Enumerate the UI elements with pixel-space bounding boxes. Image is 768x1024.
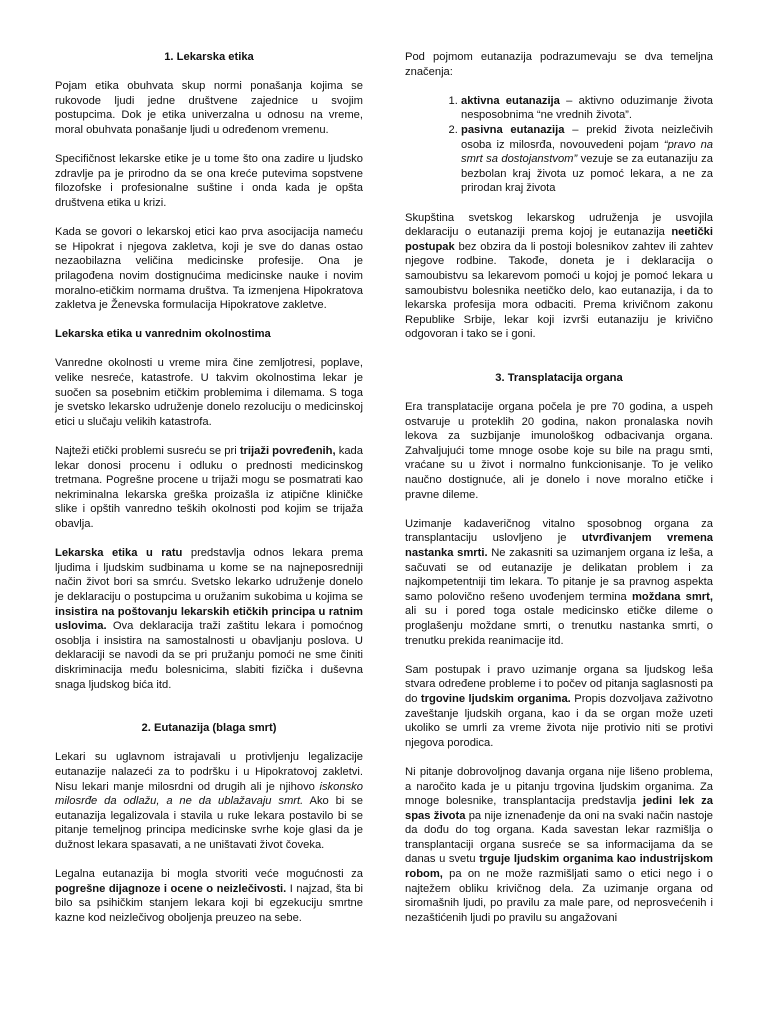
paragraph bbox=[55, 750, 363, 852]
paragraph: Era transplatacije organa počela je pre 70 godina, a uspeh ostvaruje u proteklih 20 godina, nakon pronalaska novih lekova za suzbijanje imunološkog odbacivanja organa. Zahvaljujući tome mnoge osobe koje su bile na pragu smti, vraćane su u život i normalno funkcionisanje. To je veliko naučno dostignuće, ali je donelo i nove moralno etičke i pravne dileme. bbox=[405, 401, 713, 501]
text-run: I najzad, šta bi bilo sa psihičkim stanjem lekara koji bi egzekuciju smrtne kazne kod neizlečivog oboljenja preuzeo na sebe. bbox=[55, 882, 363, 924]
euthanasia-types-list bbox=[405, 94, 713, 196]
list-item bbox=[461, 94, 713, 123]
text-run: Najteži etički problemi susreću se pri bbox=[55, 445, 240, 458]
bold-text: aktivna eutanazija bbox=[461, 94, 560, 107]
bold-text: insistira na poštovanju lekarskih etičkih principa u ratnim uslovima. bbox=[55, 605, 363, 633]
section-heading-eutanazija: 2. Eutanazija (blaga smrt) bbox=[141, 722, 277, 735]
right-column bbox=[405, 50, 713, 940]
list-item bbox=[461, 123, 713, 196]
paragraph bbox=[405, 517, 713, 648]
text-run: Lekari su uglavnom istrajavali u protivljenju legalizacije eutanazije nalazeći za to podršku i u Hipokratovoj zakletvi. Nisu lekari manje milosrdni od drugih ali je njihovo bbox=[55, 751, 363, 793]
paragraph bbox=[405, 211, 713, 342]
left-column bbox=[55, 50, 363, 940]
text-run: Sam postupak i pravo uzimanje organa sa ljudskog leša stvara određene probleme i to počev od pitanja saglasnosti pa do bbox=[405, 663, 713, 705]
bold-text: jedini lek za spas života bbox=[405, 795, 713, 822]
subheading-vanredne-okolnosti: Lekarska etika u vanrednim okolnostima bbox=[55, 328, 271, 341]
text-run: pa nije iznenađenje da oni na svaki način nastoje da dođu do tog organa. Kada savestan lekar razmišlja o transplantaciji organa susreće se sa informacijama da se danas u svetu bbox=[405, 809, 713, 866]
paragraph bbox=[55, 444, 363, 532]
text-run: pa on ne može razmišljati samo o etici nego i o najtežem obliku krivičnog dela. Za uzimanje organa od siromašnih ljudi, po pravilu za male pare, od neprosvećenih i nezaštićenih ljudi po pravilu su angažovani bbox=[405, 868, 713, 924]
text-run: Propis dozvoljava zaživotno zaveštanje ljudskih organa, kao i da se organ može uzeti ukoliko se umrli za vreme života nije protivio niti se protivi njegova porodica. bbox=[405, 692, 713, 749]
text-run: Skupština svetskog lekarskog udruženja je usvojila deklaraciju o eutanaziji prema kojoj je eutanazija bbox=[405, 211, 713, 239]
bold-text: pasivna eutanazija bbox=[461, 123, 565, 136]
paragraph bbox=[55, 546, 363, 692]
text-run: Ni pitanje dobrovoljnog davanja organa nije lišeno problema, a naročito kada je u pitanju trgovina ljudskim organima. Za mnoge bolesnike, transplantacija predstavlja bbox=[405, 765, 713, 808]
text-run: kada lekar donosi procenu i odluku o prednosti medicinskog tretmana. Pogrešne procene u trijaži mogu se posmatrati kao nekriminalna lekarska greška proizašla iz atipične kliničke slike i opštih vanredno teških okolnosti pod kojim se trijaža obavlja. bbox=[55, 445, 363, 530]
text-run: bez obzira da li postoji bolesnikov zahtev ili zahtev njegove rodbine. Takođe, doneta je i deklaracija o samoubistvu sa lekarevom pomoći u kojoj je pomoć lekara u samoubistvu bolesnika neetičko delo, kao eutanazija, i da to lekarska profesija mora odbaciti. Prema krivičnom zakonu Republike Srbije, lekar koji izvrši eutanaziju je krivično odgovoran i tako se i goni. bbox=[405, 240, 713, 341]
bold-text: trijaži povređenih, bbox=[239, 445, 336, 458]
italic-text: iskonsko milosrđe da odlažu, a ne da ublažavaju smrt. bbox=[55, 780, 363, 808]
paragraph: Pod pojmom eutanazija podrazumevaju se dva temeljna značenja: bbox=[405, 51, 713, 78]
section-heading-lekarska-etika: 1. Lekarska etika bbox=[164, 51, 254, 63]
text-run: Ako bi se eutanazija legalizovala i stavila u ruke lekara postavilo bi se pitanje temeljnog principa medicinske svrhe koje glasi da je dužnost lekara spasavati, a ne uništavati život čoveka. bbox=[55, 795, 363, 851]
italic-text: “pravo na smrt sa dostojanstvom” bbox=[461, 138, 714, 166]
bold-text: neetički postupak bbox=[405, 226, 713, 253]
bold-text: utvrđivanjem vremena nastanka smrti. bbox=[405, 532, 713, 559]
text-run: – prekid života neizlečivih osoba iz milosrđa, novouvedeni pojam bbox=[461, 123, 713, 151]
text-run: ali su i pored toga ostale medicinsko etičke dileme o proglašenju moždane smrti, o trenutku nastanka smrti, o trenutku prekida reanimacije itd. bbox=[405, 605, 713, 647]
paragraph bbox=[405, 663, 713, 751]
paragraph: Kada se govori o lekarskoj etici kao prva asocijacija nameću se Hipokrat i njegova zakletva, koji je sve do danas ostao nezaobilazna veličina medicinske profesije. Ona je prilagođena novim dostignućima medicinske nauke i novim moralno-etičkim normama društva. Ta izmenjena Hipokratova zakletva je Ženevska formulacija Hipokratove zakletve. bbox=[55, 226, 363, 312]
bold-text: Lekarska etika u ratu bbox=[55, 547, 183, 560]
text-run: – aktivno oduzimanje života nesposobnima “ne vrednih života”. bbox=[461, 94, 713, 122]
bold-text: moždana smrt, bbox=[631, 590, 713, 603]
paragraph bbox=[55, 867, 363, 925]
text-run: predstavlja odnos lekara prema ljudima i ljudskim sudbinama u kome se na najneposredniji način život bori sa smrću. Svetsko lekarko udruženje donelo je deklaraciju o postupcima u oružanim sukobima u kojima se bbox=[55, 547, 364, 603]
text-run: vezuje se za eutanaziju za bezbolan kraj života uz pomoć lekara, a ne za prirodan kraj života bbox=[461, 153, 713, 195]
text-run: Ova deklaracija traži zaštitu lekara i pomoćnog osoblja i insistira na samostalnosti u obavljanju poslova. U deklaraciji se navodi da se pri pružanju pomoći ne sme činiti diskriminacija među bolesnicima, slabiti fizička i duševna snaga ljudskog bića itd. bbox=[55, 620, 363, 691]
paragraph: Pojam etika obuhvata skup normi ponašanja kojima se rukovode ljudi jedne društvene zajednice u svojim postupcima. Dok je etika univerzalna u odnosu na vreme, moral obuhvata ponašanje ljudi u određenom vremenu. bbox=[55, 80, 363, 136]
paragraph bbox=[405, 765, 713, 926]
text-run: Legalna eutanazija bi mogla stvoriti veće mogućnosti za bbox=[55, 868, 363, 881]
paragraph: Vanredne okolnosti u vreme mira čine zemljotresi, poplave, velike nesreće, katastrofe. U takvim okolnostima lekar je suočen sa posebnim etičkim problemima i dilemama. S toga je svetsko lekarsko udruženje donelo rezoluciju o medicinskoj etici u slučaju velikih katastrofa. bbox=[55, 357, 363, 428]
bold-text: trgovine ljudskim organima. bbox=[420, 692, 571, 705]
text-run: Ne zakasniti sa uzimanjem organa iz leša, a sačuvati se od eutanazije je delikatan problem i za najkompetentniji tim lekara. To pitanje je sa pravnog aspekta samo polovično rešeno uvođenjem termina bbox=[405, 547, 714, 603]
section-heading-transplatacija: 3. Transplatacija organa bbox=[495, 371, 623, 384]
text-run: Uzimanje kadaveričnog vitalno sposobnog organa za transplantaciju uslovljeno je bbox=[405, 517, 713, 545]
paragraph: Specifičnost lekarske etike je u tome što ona zadire u ljudsko zdravlje pa je prirodno da se ona kreće putevima sopstvene filozofske i profesionalne suštine i onda kada je opšta društvena etika u krizi. bbox=[55, 153, 363, 209]
bold-text: pogrešne dijagnoze i ocene o neizlečivosti. bbox=[55, 882, 287, 895]
bold-text: trguje ljudskim organima kao industrijskom robom, bbox=[405, 853, 713, 881]
